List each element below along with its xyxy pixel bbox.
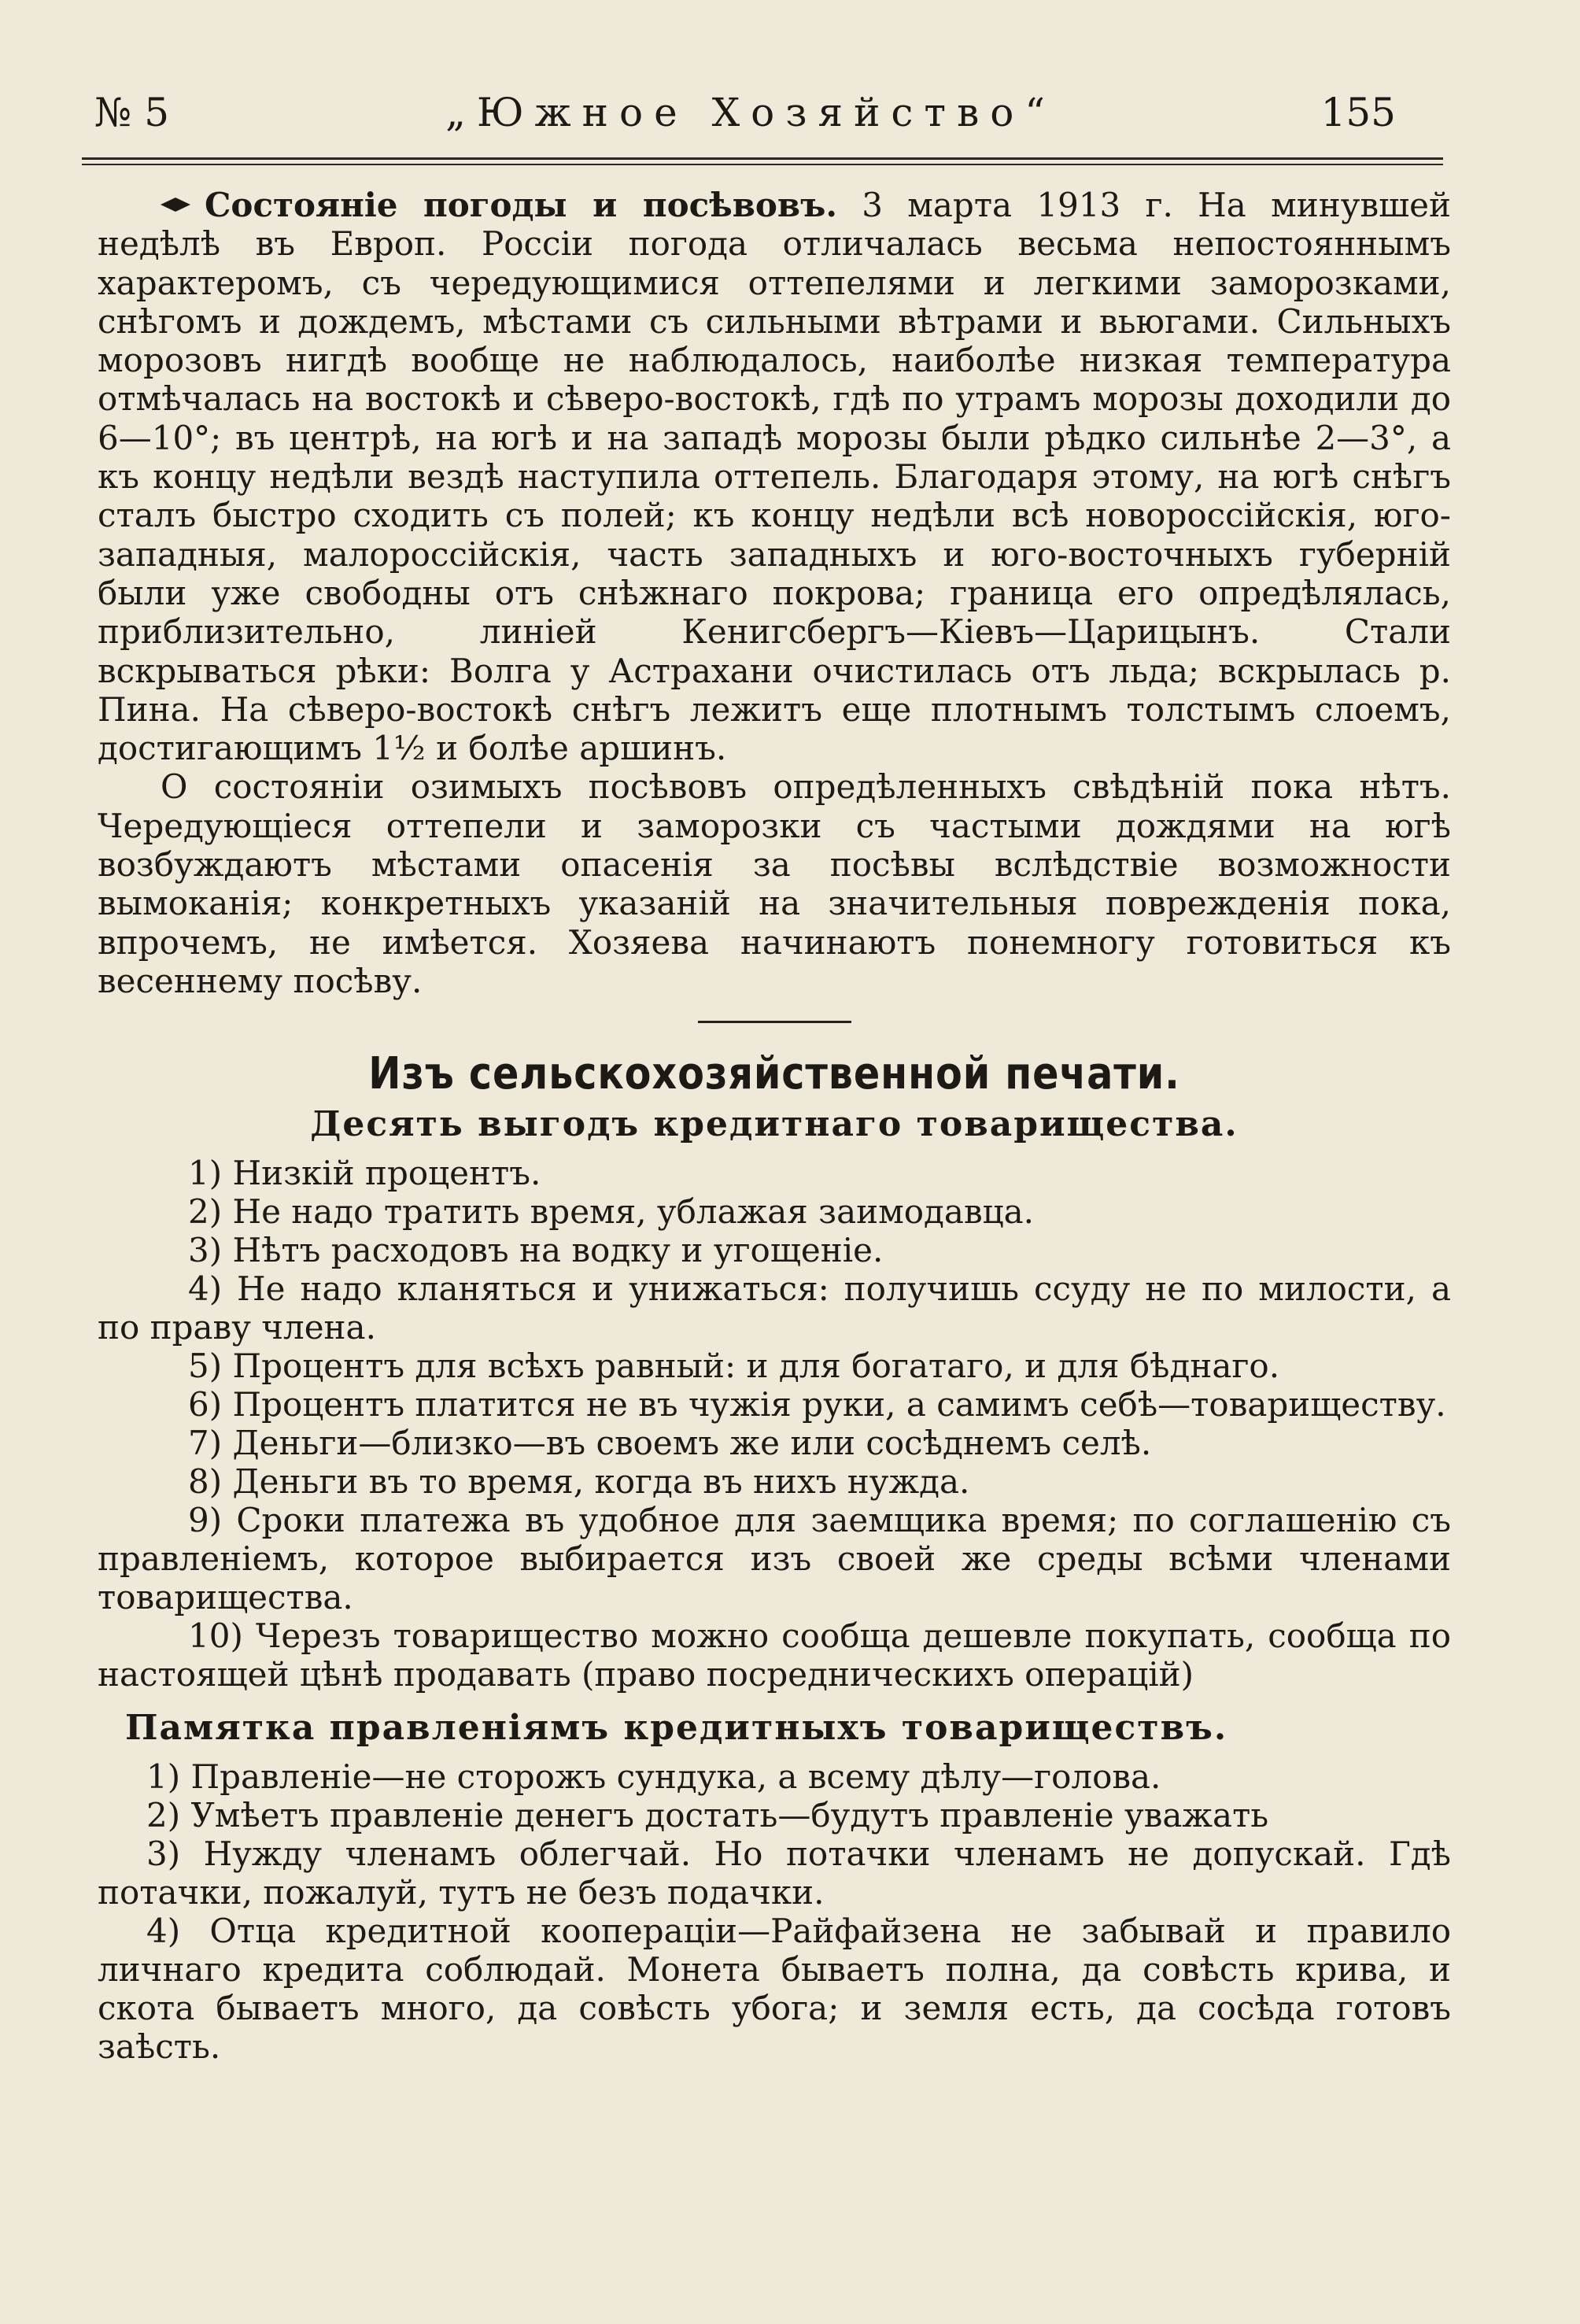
- list-item: 2) Не надо тратить время, ублажая заимодавца.: [188, 1192, 1034, 1232]
- list-item: 10) Черезъ товарищество можно сообща дешевле покупать, сообща по настоящей цѣнѣ продавать (право посредническихъ операцiй): [98, 1616, 1451, 1694]
- journal-page: [50, 76, 1451, 2067]
- list-item: 6) Процентъ платится не въ чужiя руки, а самимъ себѣ—товариществу.: [188, 1385, 1446, 1424]
- issue-number: № 5: [94, 90, 170, 135]
- journal-title: „Южное Хозяйство“: [445, 90, 1056, 135]
- list-item: 3) Нѣтъ расходовъ на водку и угощенiе.: [188, 1231, 884, 1270]
- weather-text-1: 3 марта 1913 г. На минувшей недѣлѣ въ Европ. Россiи погода отличалась весьма непостояннымъ характеромъ, съ чередующимися оттепелями и легкими заморозками, снѣгомъ и дождемъ, мѣстами съ сильными вѣтрами и вьюгами. Сильныхъ морозовъ нигдѣ вообще не наблюдалось, наиболѣе низкая температура отмѣчалась на востокѣ и сѣверо-востокѣ, гдѣ по утрамъ морозы доходили до 6—10°; въ центрѣ, на югѣ и на западѣ морозы были рѣдко сильнѣе 2—3°, а къ концу недѣли вездѣ наступила оттепель. Благодаря этому, на югѣ снѣгъ сталъ быстро сходить съ полей; къ концу недѣли всѣ новороссiйскiя, юго-западныя, малороссiйскiя, часть западныхъ и юго-восточныхъ губернiй были уже свободны отъ снѣжнаго покрова; граница его опредѣлялась, приблизительно, линiей Кенигсбергъ—Кiевъ—Царицынъ. Стали вскрываться рѣки: Волга у Астрахани очистилась отъ льда; вскрылась р. Пина. На сѣверо-востокѣ снѣгъ лежитъ еще плотнымъ толстымъ слоемъ, достигающимъ 1½ и болѣе аршинъ.: [98, 186, 1451, 768]
- pointing-diamond-icon: [161, 198, 190, 212]
- header-rule-thick: [82, 157, 1443, 160]
- list-item: 9) Сроки платежа въ удобное для заемщика время; по соглашенiю съ правленiемъ, которое выбирается изъ своей же среды всѣми членами товарищества.: [98, 1501, 1451, 1617]
- list-item: 1) Правленiе—не сторожъ сундука, а всему дѣлу—голова.: [146, 1757, 1161, 1797]
- list-item: 4) Не надо кланяться и унижаться: получишь ссуду не по милости, а по праву члена.: [98, 1269, 1451, 1347]
- memo-heading: Памятка правленiямъ кредитныхъ товариществъ.: [125, 1708, 1228, 1749]
- page-body: [98, 186, 1451, 2066]
- list-item: 8) Деньги въ то время, когда въ нихъ нужда.: [188, 1462, 970, 1502]
- section-title: Изъ сельскохозяйственной печати.: [368, 1048, 1180, 1100]
- list-item: 5) Процентъ для всѣхъ равный: и для богатаго, и для бѣднаго.: [188, 1347, 1280, 1386]
- section-separator: [698, 1021, 851, 1023]
- benefits-heading: Десять выгодъ кредитнаго товарищества.: [310, 1104, 1239, 1145]
- weather-paragraph-2: О состоянiи озимыхъ посѣвовъ опредѣленныхъ свѣдѣнiй пока нѣтъ. Чередующiеся оттепели и заморозки съ частыми дождями на югѣ возбуждаютъ мѣстами опасенiя за посѣвы вслѣдствiе возможности вымоканiя; конкретныхъ указанiй на значительныя поврежденiя пока, впрочемъ, не имѣется. Хозяева начинаютъ понемногу готовиться къ весеннему посѣву.: [98, 767, 1451, 1000]
- benefits-list: [98, 1154, 1451, 1694]
- memo-list: [98, 1757, 1451, 2066]
- list-item: 1) Низкiй процентъ.: [188, 1154, 541, 1193]
- list-item: 3) Нужду членамъ облегчай. Но потачки членамъ не допускай. Гдѣ потачки, пожалуй, тутъ не безъ подачки.: [98, 1834, 1451, 1912]
- page-number: 155: [1320, 90, 1396, 135]
- running-header: [50, 76, 1451, 139]
- weather-paragraph-1: [98, 186, 1451, 767]
- weather-headline: Состоянiе погоды и посѣвовъ.: [205, 186, 837, 224]
- list-item: 4) Отца кредитной кооперацiи—Райфайзена не забывай и правило личнаго кредита соблюдай. Монета бываетъ полна, да совѣсть крива, и скота бываетъ много, да совѣсть убога; и земля есть, да сосѣда готовъ заѣсть.: [98, 1912, 1451, 2067]
- header-rule-thin: [82, 164, 1443, 165]
- list-item: 7) Деньги—близко—въ своемъ же или сосѣднемъ селѣ.: [188, 1424, 1152, 1463]
- list-item: 2) Умѣетъ правленiе денегъ достать—будутъ правленiе уважать: [146, 1796, 1269, 1835]
